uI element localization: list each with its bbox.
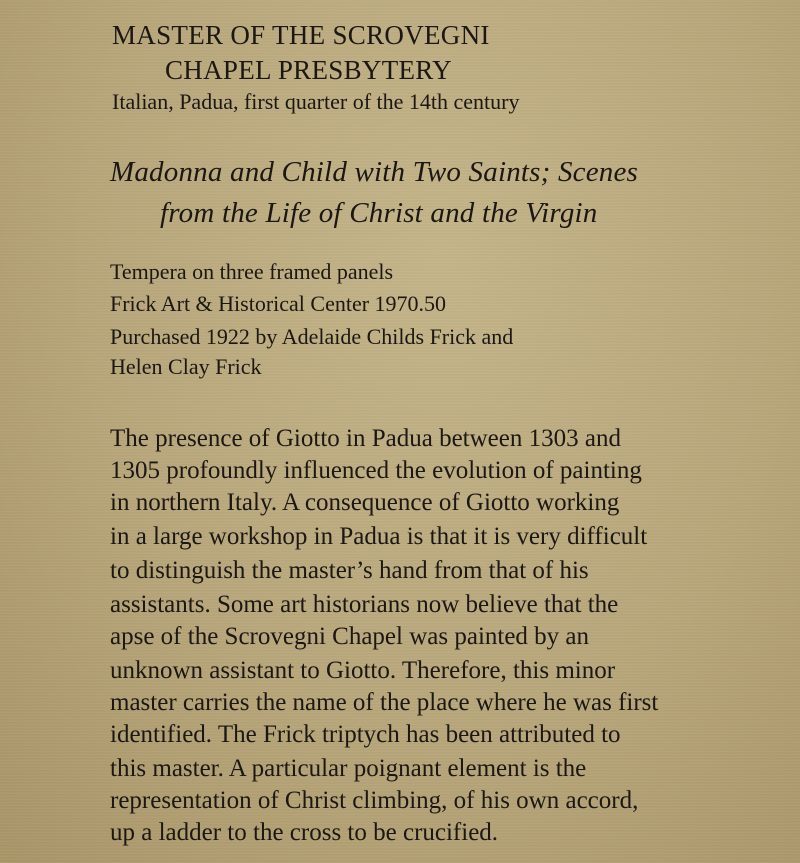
description-line: apse of the Scrovegni Chapel was painted by an: [110, 623, 590, 650]
artwork-medium: Tempera on three framed panels: [110, 259, 394, 284]
description-line: to distinguish the master’s hand from that of his: [110, 557, 589, 584]
description-line: up a ladder to the cross to be crucified.: [110, 819, 499, 846]
artist-origin: Italian, Padua, first quarter of the 14th century: [112, 89, 520, 114]
description-line: unknown assistant to Giotto. Therefore, this minor: [110, 657, 616, 684]
provenance-line-1: Purchased 1922 by Adelaide Childs Frick and: [110, 324, 514, 349]
description-line: in northern Italy. A consequence of Giotto working: [110, 489, 620, 516]
artist-name-line-1: MASTER OF THE SCROVEGNI: [112, 20, 490, 50]
artwork-title-line-2: from the Life of Christ and the Virgin: [160, 197, 598, 229]
description-line: identified. The Frick triptych has been attributed to: [110, 721, 621, 748]
collection-number: Frick Art & Historical Center 1970.50: [110, 291, 447, 316]
description-line: in a large workshop in Padua is that it is very difficult: [110, 523, 648, 550]
artwork-title-line-1: Madonna and Child with Two Saints; Scenes: [110, 156, 639, 188]
description-line: this master. A particular poignant element is the: [110, 755, 587, 782]
description-line: master carries the name of the place where he was first: [110, 689, 659, 716]
description-line: The presence of Giotto in Padua between 1303 and: [110, 425, 621, 452]
description-line: 1305 profoundly influenced the evolution of painting: [110, 457, 642, 484]
description-line: representation of Christ climbing, of his own accord,: [110, 787, 639, 814]
provenance-line-2: Helen Clay Frick: [110, 354, 262, 379]
description-line: assistants. Some art historians now believe that the: [110, 591, 619, 618]
artist-name-line-2: CHAPEL PRESBYTERY: [165, 55, 452, 85]
